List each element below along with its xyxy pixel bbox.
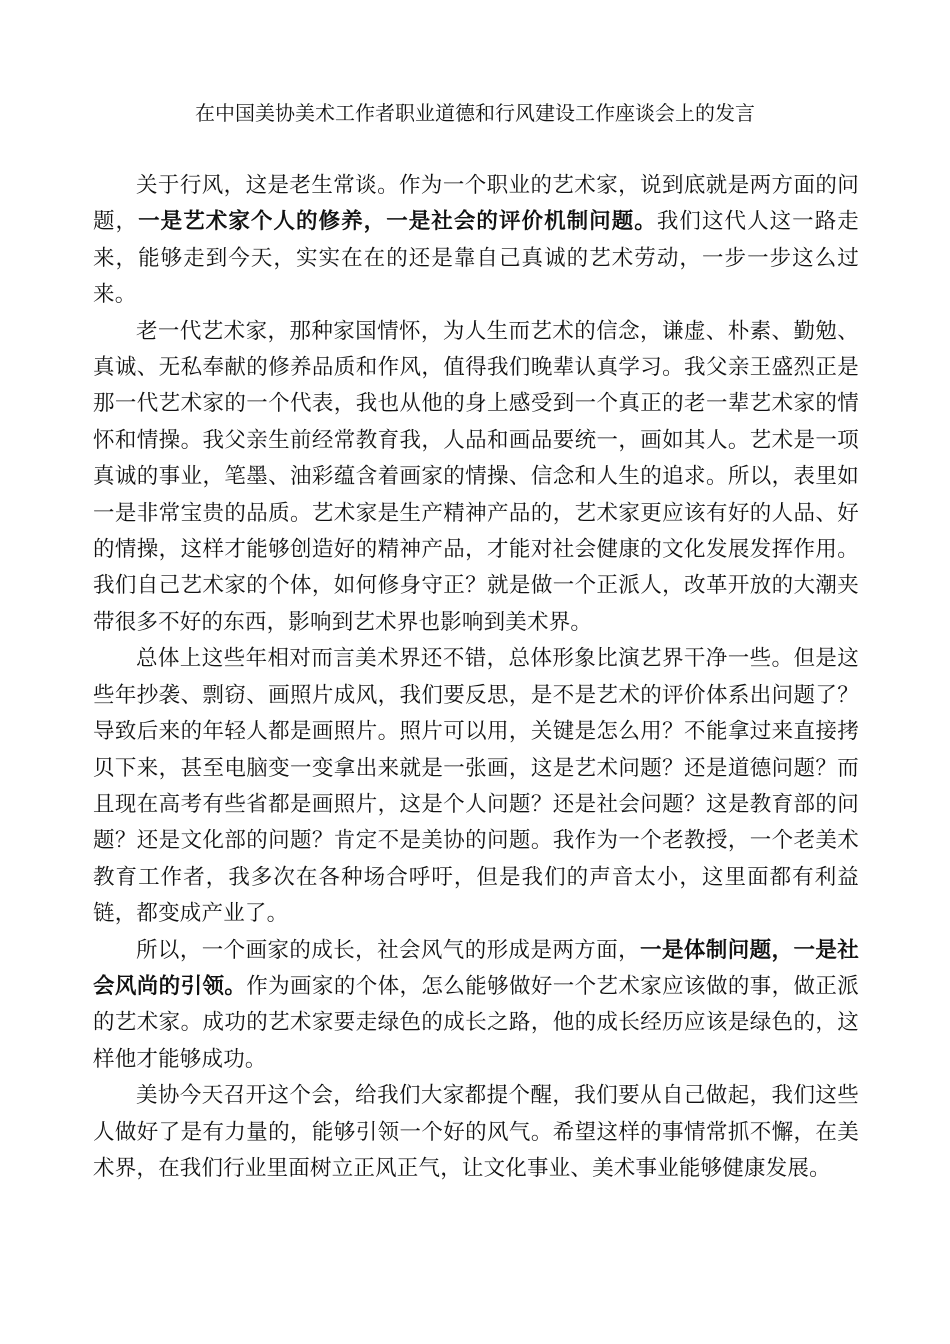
document-body bbox=[93, 168, 859, 1187]
paragraph-4 bbox=[93, 933, 859, 1079]
paragraph-5 bbox=[93, 1078, 859, 1187]
paragraph-3 bbox=[93, 641, 859, 932]
paragraph-2-text: 老一代艺术家，那种家国情怀，为人生而艺术的信念，谦虚、朴素、勤勉、真诚、无私奉献的修养品质和作风，值得我们晚辈认真学习。我父亲王盛烈正是那一代艺术家的一个代表，我也从他的身上感受到一个真正的老一辈艺术家的情怀和情操。我父亲生前经常教育我，人品和画品要统一，画如其人。艺术是一项真诚的事业，笔墨、油彩蕴含着画家的情操、信念和人生的追求。所以，表里如一是非常宝贵的品质。艺术家是生产精神产品的，艺术家更应该有好的人品、好的情操，这样才能够创造好的精神产品，才能对社会健康的文化发展发挥作用。我们自己艺术家的个体，如何修身守正？就是做一个正派人，改革开放的大潮夹带很多不好的东西，影响到艺术界也影响到美术界。 bbox=[93, 318, 859, 635]
paragraph-3-text: 总体上这些年相对而言美术界还不错，总体形象比演艺界干净一些。但是这些年抄袭、剽窃、画照片成风，我们要反思，是不是艺术的评价体系出问题了？导致后来的年轻人都是画照片。照片可以用，关键是怎么用？不能拿过来直接拷贝下来，甚至电脑变一变拿出来就是一张画，这是艺术问题？还是道德问题？而且现在高考有些省都是画照片，这是个人问题？还是社会问题？这是教育部的问题？还是文化部的问题？肯定不是美协的问题。我作为一个老教授，一个老美术教育工作者，我多次在各种场合呼吁，但是我们的声音太小，这里面都有利益链，都变成产业了。 bbox=[93, 646, 859, 927]
paragraph-1-text-a: 关于行风，这是老生常谈。作为一个职业的艺术家，说到底就是两方面的问题， bbox=[93, 173, 859, 235]
paragraph-4-bold-text: 一是体制问题，一是社会风尚的引领。 bbox=[93, 937, 859, 999]
paragraph-4-text-b: 作为画家的个体，怎么能够做好一个艺术家应该做的事，做正派的艺术家。成功的艺术家要走绿色的成长之路，他的成长经历应该是绿色的，这样他才能够成功。 bbox=[93, 973, 860, 1072]
paragraph-1-text-b: 我们这代人这一路走来，能够走到今天，实实在在的还是靠自己真诚的艺术劳动，一步一步这么过来。 bbox=[93, 209, 859, 308]
paragraph-1 bbox=[93, 168, 859, 314]
paragraph-4-text-a: 所以，一个画家的成长，社会风气的形成是两方面， bbox=[136, 937, 641, 963]
paragraph-1-bold-text: 一是艺术家个人的修养，一是社会的评价机制问题。 bbox=[138, 209, 657, 235]
paragraph-2 bbox=[93, 314, 859, 642]
paragraph-5-text: 美协今天召开这个会，给我们大家都提个醒，我们要从自己做起，我们这些人做好了是有力量的，能够引领一个好的风气。希望这样的事情常抓不懈，在美术界，在我们行业里面树立正风正气，让文化事业、美术事业能够健康发展。 bbox=[93, 1083, 859, 1181]
document-title: 在中国美协美术工作者职业道德和行风建设工作座谈会上的发言 bbox=[195, 101, 755, 125]
